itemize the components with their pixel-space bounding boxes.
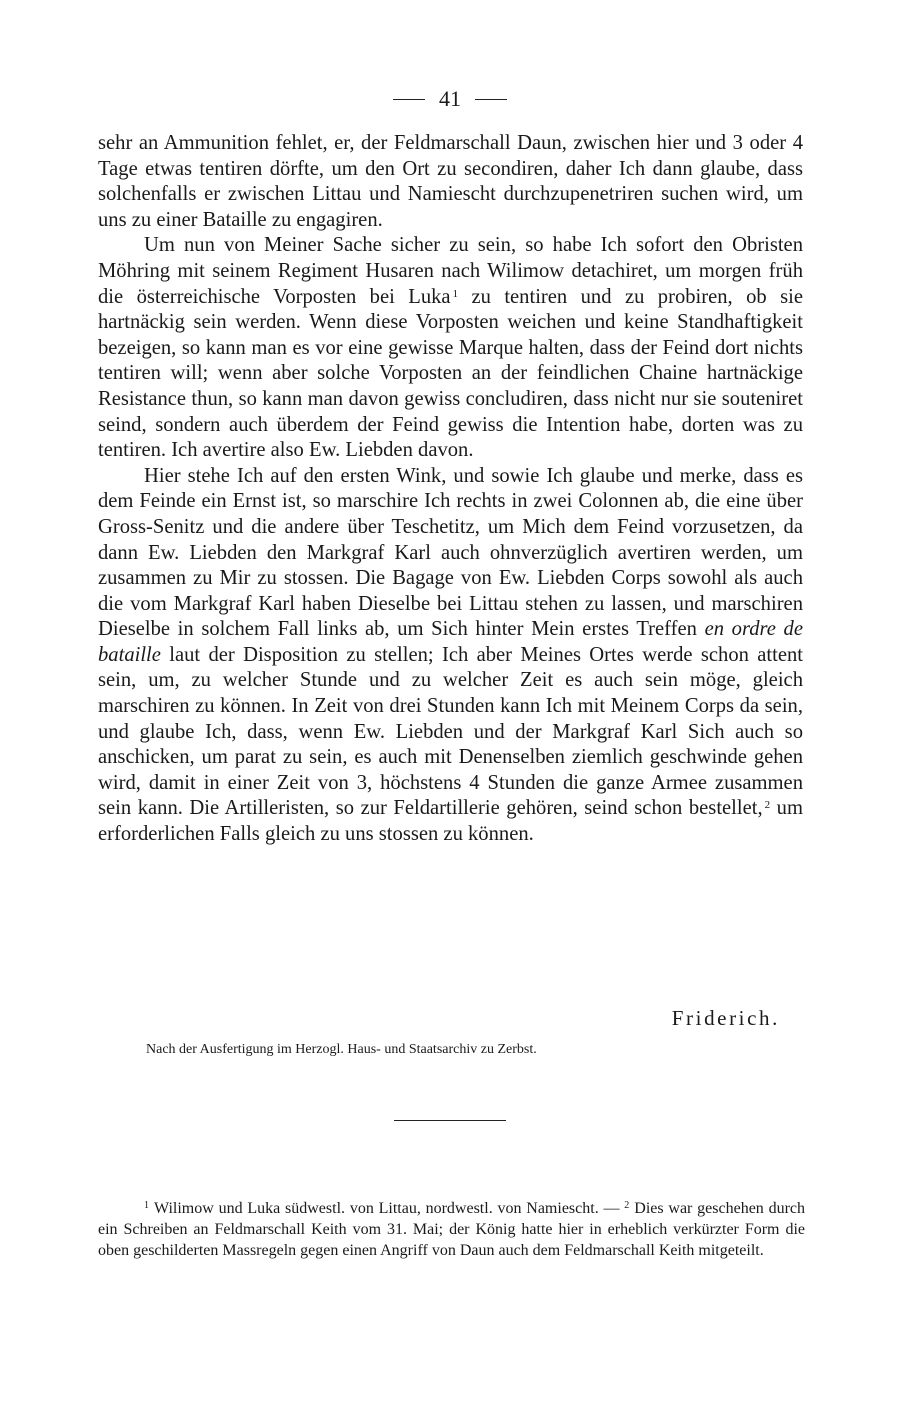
page-header [0,86,900,112]
footnote-mark-1: 1 [144,1200,149,1211]
page-number: 41 [439,86,461,111]
separator-rule [394,1120,506,1121]
paragraph-3-text-b: laut der Disposition zu stellen; Ich aber Meines Ortes werde schon attent sein, um, zu welcher Stunde und zu welcher Zeit es auch sein möge, gleich marschiren zu können. In Zeit von drei Stunden kann Ich mit Meinem Corps da sein, und glaube Ich, dass, wenn Ew. Liebden und der Markgraf Karl Sich auch so anschicken, um parat zu sein, es auch mit Denenselben ziemlich geschwinde gehen wird, damit in einer Zeit von 3, höchstens 4 Stunden die ganze Armee zusammen sein kann. Die Artilleristen, so zur Feldartillerie gehören, seind schon bestellet, [98,643,803,820]
paragraph-3 [98,464,803,848]
paragraph-3-text-c: um erforderlichen Falls gleich zu uns stossen zu können. [98,797,803,846]
paragraph-3-italic-phrase: en ordre de bataille [98,618,803,666]
footnotes [98,1198,805,1261]
paragraph-2-text-a: Um nun von Meiner Sache sicher zu sein, so habe Ich sofort den Obristen Möhring mit seinem Regiment Husaren nach Wilimow detachiret, um morgen früh die österreichische Vorposten bei Luka [98,234,803,308]
paragraph-3-text-a: Hier stehe Ich auf den ersten Wink, und sowie Ich glaube und merke, dass es dem Feinde ein Ernst ist, so marschire Ich rechts in zwei Colonnen ab, die eine über Gross-Senitz und die andere über Teschetitz, um Mich dem Feind vorzusetzen, da dann Ew. Liebden den Markgraf Karl auch ohnverzüglich avertiren werden, um zusammen zu Mir zu stossen. Die Bagage von Ew. Liebden Corps sowohl als auch die vom Markgraf Karl haben Dieselbe bei Littau stehen zu lassen, und marschiren Dieselbe in solchem Fall links ab, um Sich hinter Mein erstes Treffen [98,464,803,641]
signature: Friderich. [671,1006,780,1030]
paragraph-2-text-b: zu tentiren und zu probiren, ob sie hartnäckig sein werden. Wenn diese Vorposten weichen und keine Standhaftigkeit bezeigen, so kann man es vor eine gewisse Marque halten, dass der Feind dort nichts tentiren will; wenn aber solche Vorposten an der feindlichen Chaine hartnäckige Resistance thun, so kann man davon gewiss concludiren, dass nicht nur sie souteniret seind, sondern auch überdem der Feind gewiss die Intention habe, dorten was zu tentiren. Ich avertire also Ew. Liebden davon. [98,285,803,462]
footnote-mark-2: 2 [624,1200,630,1211]
footnote-1-text: Wilimow und Luka südwestl. von Littau, nordwestl. von Namiescht. — [154,1200,620,1217]
paragraph-1-text: sehr an Ammunition fehlet, er, der Feldmarschall Daun, zwischen hier und 3 oder 4 Tage etwas tentiren dörfte, um den Ort zu secondiren, daher Ich dann glaube, dass solchenfalls er zwischen Littau und Namiescht durchzupenetriren suchen wird, um uns zu einer Bataille zu engagiren. [98,132,803,231]
source-note: Nach der Ausfertigung im Herzogl. Haus- und Staatsarchiv zu Zerbst. [146,1042,537,1057]
header-dash-right [475,99,507,100]
paragraph-1 [98,131,803,233]
header-dash-left [393,99,425,100]
footnote-block [98,1198,805,1261]
letter-body [98,131,803,848]
footnote-ref-1: 1 [452,287,459,300]
paragraph-2 [98,233,803,463]
footnote-ref-2: 2 [764,799,771,812]
footnote-2-text: Dies war geschehen durch ein Schreiben an Feldmarschall Keith vom 31. Mai; der König hatte hier in erheblich verkürzter Form die oben geschilderten Massregeln gegen einen Angriff von Daun auch dem Feldmarschall Keith mitgeteilt. [98,1200,806,1259]
